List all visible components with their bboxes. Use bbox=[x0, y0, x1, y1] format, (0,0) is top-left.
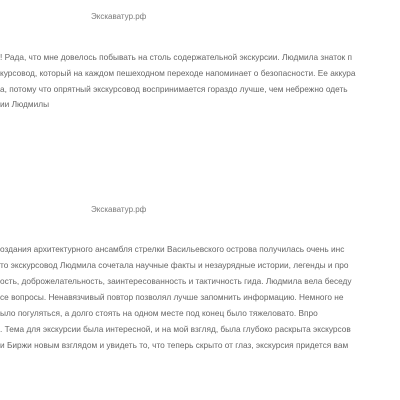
review-text-line: ыло погуляться, а долго стоять на одном месте под конец было тяжеловато. Впро bbox=[0, 308, 318, 318]
review-text-line: ! Рада, что мне довелось побывать на столь содержательной экскурсии. Людмила знаток п bbox=[0, 52, 352, 62]
review-text-line: се вопросы. Ненавязчивый повтор позволял лучше запомнить информацию. Немного не bbox=[0, 292, 344, 302]
review-text-line: то экскурсовод Людмила сочетала научные факты и незаурядные истории, легенды и про bbox=[0, 260, 349, 270]
review-author: Экскаватур.рф bbox=[91, 205, 147, 214]
review-card bbox=[0, 200, 400, 400]
review-text-line: а, потому что опрятный экскурсовод воспринимается гораздо лучше, чем небрежно одеть bbox=[0, 84, 348, 94]
review-text-line: оздания архитектурного ансамбля стрелки Васильевского острова получилась очень инс bbox=[0, 244, 345, 254]
review-text-line: ость, доброжелательность, заинтересованность и тактичность гида. Людмила вела беседу bbox=[0, 276, 352, 286]
review-text-line: и Биржи новым взглядом и увидеть то, что теперь скрыто от глаз, экскурсия придется вам bbox=[0, 340, 349, 350]
review-text-line: ии Людмилы bbox=[0, 99, 50, 109]
review-text-line: курсовод, который на каждом пешеходном переходе напоминает о безопасности. Ее аккура bbox=[0, 68, 356, 78]
review-author: Экскаватур.рф bbox=[91, 12, 147, 21]
review-text-line: . Тема для экскурсии была интересной, и на мой взгляд, была глубоко раскрыта экскурсов bbox=[0, 324, 351, 334]
